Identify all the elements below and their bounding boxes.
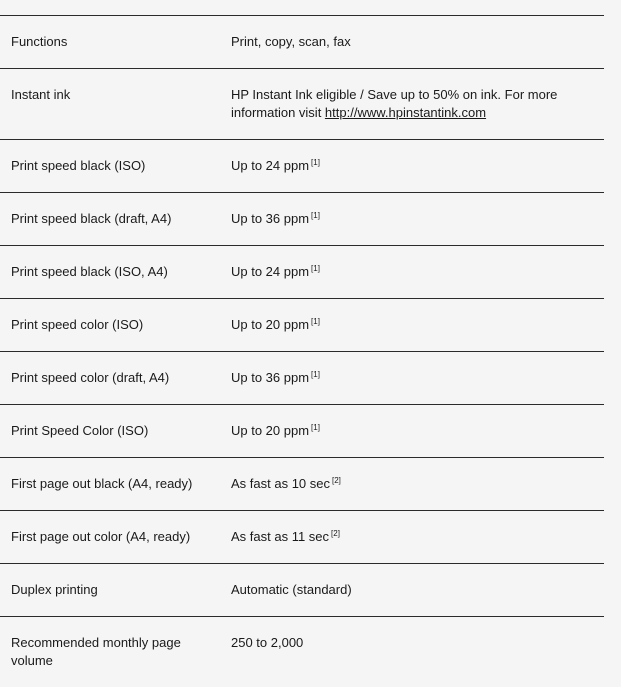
spec-value <box>231 634 604 670</box>
footnote-ref: [1] <box>311 157 320 167</box>
spec-row-monthly-page-volume <box>0 617 604 687</box>
footnote-ref: [2] <box>332 475 341 485</box>
spec-label: Print speed black (ISO) <box>11 158 146 173</box>
spec-row-print-speed-black-iso-a4 <box>0 246 604 299</box>
spec-label: First page out black (A4, ready) <box>11 476 193 491</box>
footnote-ref: [1] <box>311 210 320 220</box>
spec-row-instant-ink <box>0 69 604 140</box>
footnote-ref: [1] <box>311 316 320 326</box>
spec-value-text: As fast as 11 sec <box>231 529 330 544</box>
spec-value <box>231 86 604 122</box>
spec-value <box>231 422 604 440</box>
spec-label: Print Speed Color (ISO) <box>11 423 149 438</box>
spec-value-text: Up to 20 ppm <box>231 317 310 332</box>
spec-row-print-speed-black-draft-a4 <box>0 193 604 246</box>
spec-value-text: HP Instant Ink eligible / Save up to 50% on ink. For more information visit <box>231 87 558 120</box>
spec-value <box>231 33 604 51</box>
footnote-ref: [2] <box>331 528 340 538</box>
spec-value-text: Up to 24 ppm <box>231 264 310 279</box>
spec-value-text: Print, copy, scan, fax <box>231 34 351 49</box>
spec-row-print-speed-color-iso <box>0 299 604 352</box>
spec-value <box>231 369 604 387</box>
spec-row-print-speed-color-iso-2 <box>0 405 604 458</box>
spec-value-text: Automatic (standard) <box>231 582 352 597</box>
spec-table <box>0 15 604 687</box>
spec-label: Print speed color (draft, A4) <box>11 370 170 385</box>
spec-value <box>231 210 604 228</box>
spec-value-text: As fast as 10 sec <box>231 476 330 491</box>
spec-value-text: Up to 36 ppm <box>231 211 310 226</box>
spec-value-text: Up to 20 ppm <box>231 423 310 438</box>
spec-label: Duplex printing <box>11 582 98 597</box>
instant-ink-link[interactable]: http://www.hpinstantink.com <box>324 105 487 120</box>
footnote-ref: [1] <box>311 369 320 379</box>
spec-value <box>231 528 604 546</box>
spec-label: Functions <box>11 34 68 49</box>
footnote-ref: [1] <box>311 422 320 432</box>
spec-row-duplex-printing <box>0 564 604 617</box>
spec-value-text: 250 to 2,000 <box>231 635 304 650</box>
spec-label: Recommended monthly page volume <box>11 635 181 668</box>
spec-value <box>231 157 604 175</box>
spec-value-text: Up to 24 ppm <box>231 158 310 173</box>
spec-label: First page out color (A4, ready) <box>11 529 191 544</box>
footnote-ref: [1] <box>311 263 320 273</box>
spec-row-first-page-out-black <box>0 458 604 511</box>
spec-row-print-speed-black-iso <box>0 140 604 193</box>
spec-value <box>231 263 604 281</box>
spec-value <box>231 475 604 493</box>
spec-value <box>231 581 604 599</box>
spec-label: Print speed color (ISO) <box>11 317 144 332</box>
spec-row-functions <box>0 16 604 69</box>
spec-row-print-speed-color-draft-a4 <box>0 352 604 405</box>
spec-row-first-page-out-color <box>0 511 604 564</box>
spec-label: Print speed black (ISO, A4) <box>11 264 168 279</box>
spec-label: Print speed black (draft, A4) <box>11 211 172 226</box>
spec-label: Instant ink <box>11 87 71 102</box>
spec-value <box>231 316 604 334</box>
spec-value-text: Up to 36 ppm <box>231 370 310 385</box>
